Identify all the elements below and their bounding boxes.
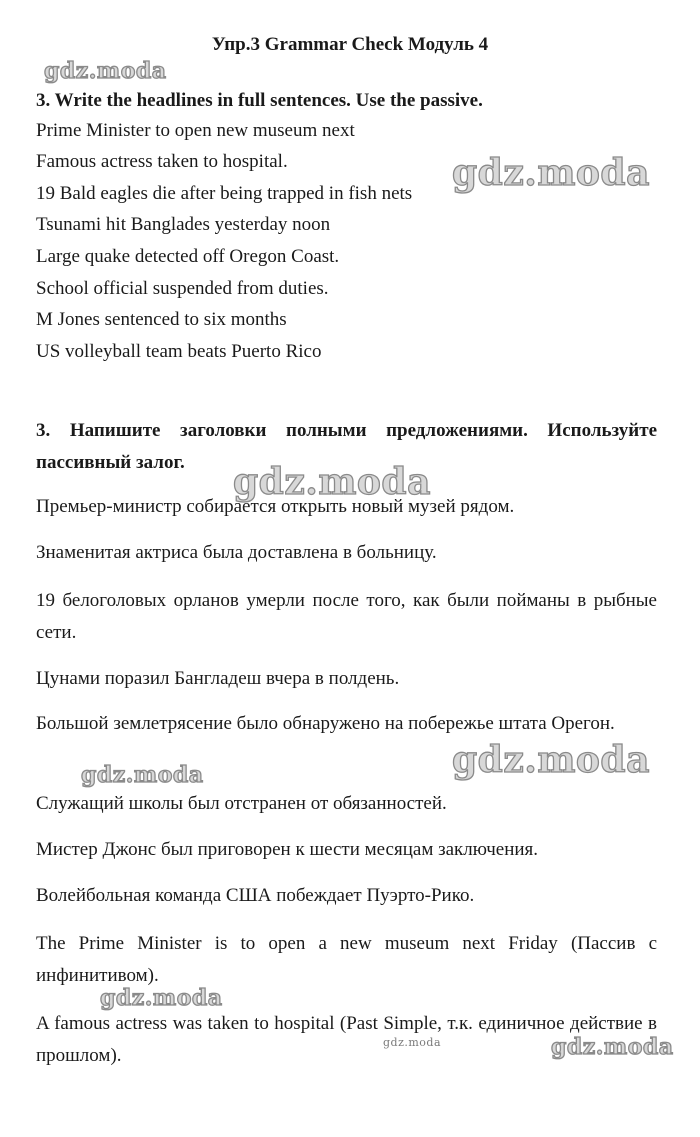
headline-item: School official suspended from duties.: [36, 278, 329, 299]
watermark-logo: gdz.moda: [44, 58, 167, 84]
headline-item: 19 Bald eagles die after being trapped in fish nets: [36, 183, 413, 204]
headline-item: Large quake detected off Oregon Coast.: [36, 246, 340, 267]
translation-item: Волейбольная команда США побеждает Пуэрто-Рико.: [36, 885, 475, 906]
translation-item: Цунами поразил Бангладеш вчера в полдень.: [36, 668, 400, 689]
watermark-logo: gdz.moda: [551, 1034, 674, 1060]
task-heading-en: 3. Write the headlines in full sentences. Use the passive.: [36, 90, 483, 111]
translation-item: Служащий школы был отстранен от обязанностей.: [36, 793, 447, 814]
headline-item: Tsunami hit Banglades yesterday noon: [36, 214, 331, 235]
translation-item: Премьер-министр собирается открыть новый музей рядом.: [36, 496, 515, 517]
headline-item: Prime Minister to open new museum next: [36, 120, 355, 141]
translation-item: Мистер Джонс был приговорен к шести месяцам заключения.: [36, 839, 539, 860]
watermark-logo: gdz.moda: [452, 152, 650, 194]
translation-item: 19 белоголовых орланов умерли после того, как были пойманы в рыбные сети.: [36, 590, 657, 643]
translation-item: Большой землетрясение было обнаружено на побережье штата Орегон.: [36, 713, 615, 734]
answer-item: A famous actress was taken to hospital (Past Simple, т.к. единичное действие в прошлом).: [36, 1013, 657, 1066]
page-title: Упр.3 Grammar Check Модуль 4: [211, 34, 489, 55]
headline-item: M Jones sentenced to six months: [36, 309, 287, 330]
watermark-logo: gdz.moda: [233, 461, 431, 503]
watermark-logo: gdz.moda: [452, 739, 650, 781]
headline-item: US volleyball team beats Puerto Rico: [36, 341, 322, 362]
translation-item: Знаменитая актриса была доставлена в больницу.: [36, 542, 437, 563]
answer-item: The Prime Minister is to open a new museum next Friday (Пассив с инфинитивом).: [36, 933, 657, 986]
task-heading-ru: 3. Напишите заголовки полными предложениями. Используйте пассивный залог.: [36, 420, 657, 473]
watermark-logo: gdz.moda: [100, 985, 223, 1011]
watermark-logo: gdz.moda: [81, 762, 204, 788]
headline-item: Famous actress taken to hospital.: [36, 151, 288, 172]
watermark-logo: gdz.moda: [383, 1036, 442, 1049]
